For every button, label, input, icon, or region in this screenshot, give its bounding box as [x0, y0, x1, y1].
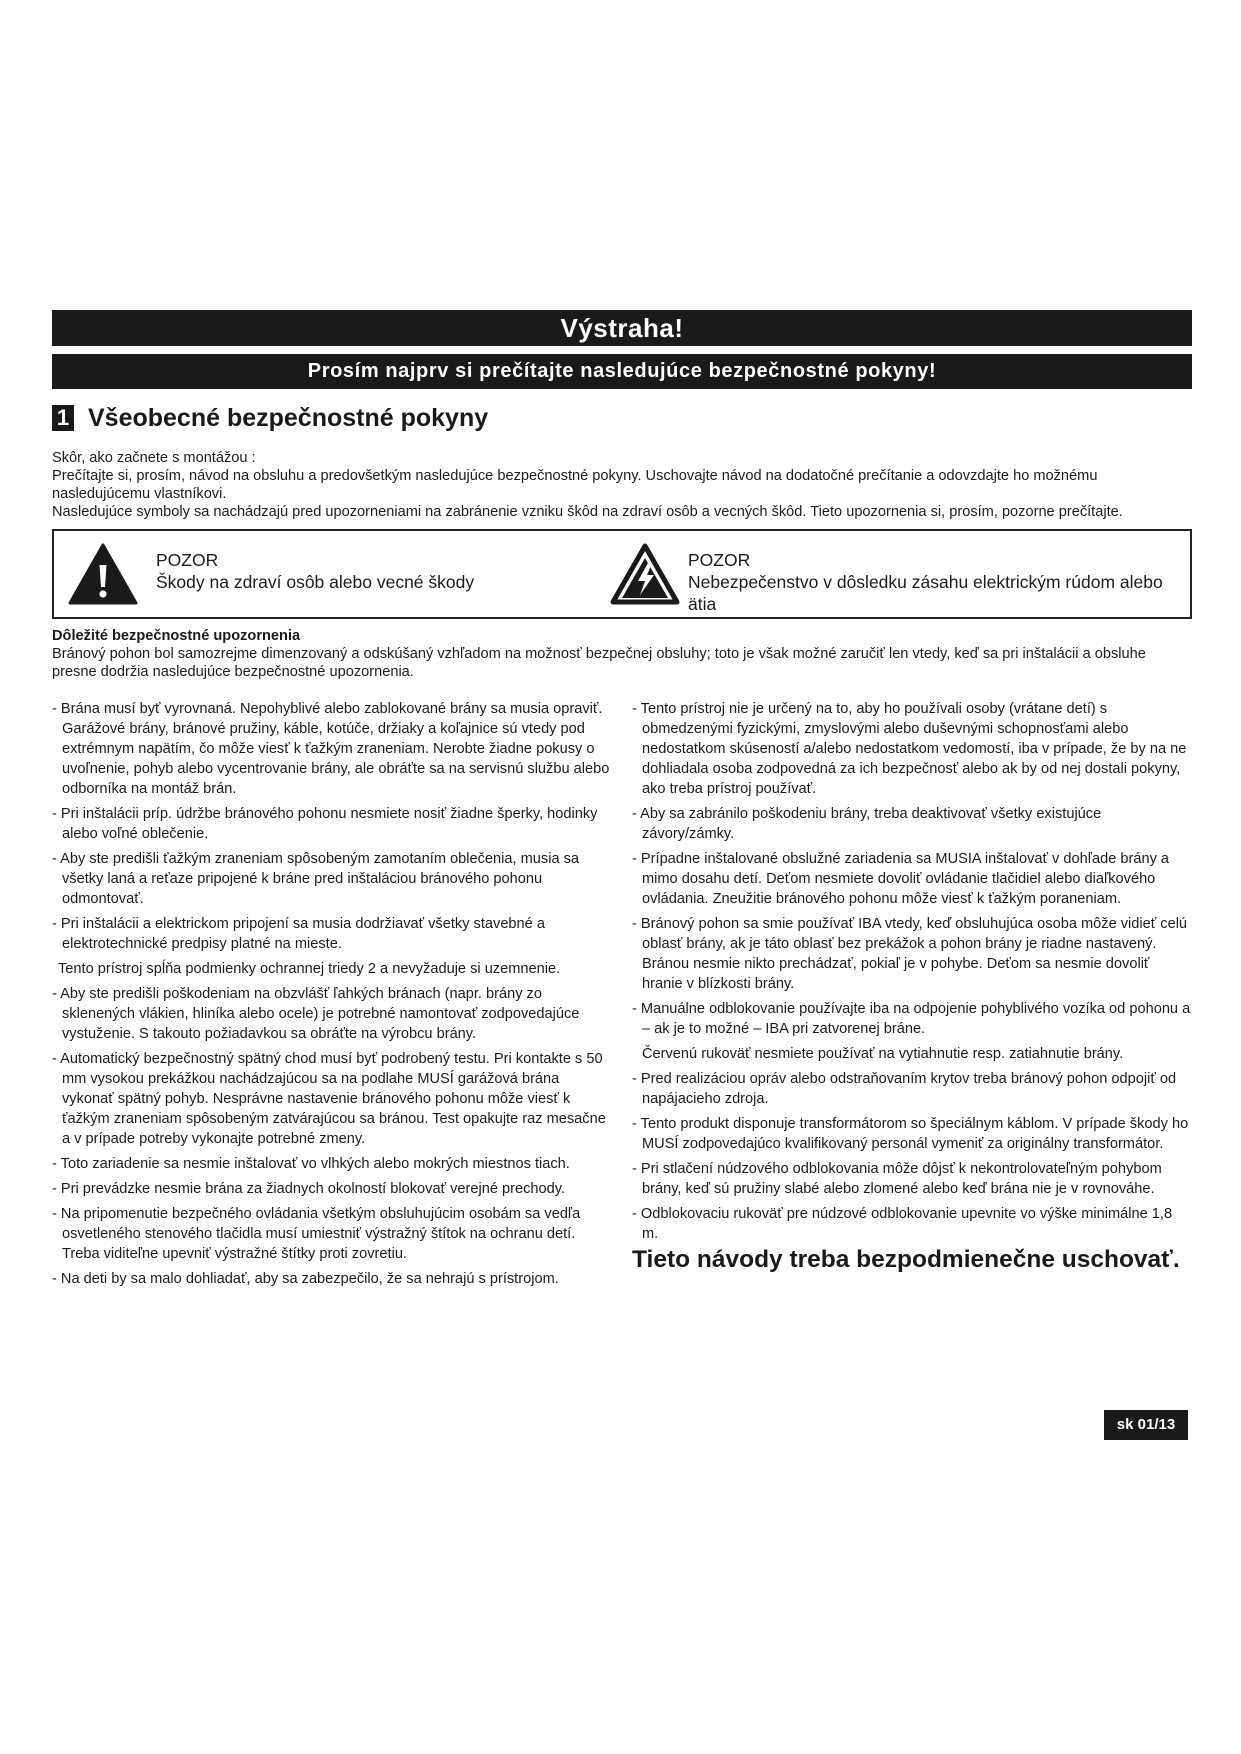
warning-description: Nebezpečenstvo v dôsledku zásahu elektrickým rúdom alebo ätia — [688, 572, 1163, 614]
instruction-item: - Brána musí byť vyrovnaná. Nepohyblivé alebo zablokované brány sa musia opraviť. Garážové brány, bránové pružiny, káble, kotúče, držiaky a koľajnice sú vtedy pod extrémnym napätím, čo môže viesť k ťažkým zraneniam. Nerobte žiadne pokusy o uvoľnenie, pohyb alebo vycentrovanie brány, ale obráťte sa na servisnú službu alebo odborníka na montáž brán. — [52, 701, 610, 797]
instruction-item: - Pri stlačení núdzového odblokovania môže dôjsť k nekontrolovateľným pohybom brány, keď sú pružiny slabé alebo zlomené alebo keď brána nie je v rovnováhe. — [632, 1161, 1162, 1197]
section-heading — [52, 399, 1192, 437]
warning-text-electric — [688, 549, 1170, 615]
instruction-item: - Pri inštalácii a elektrickom pripojení sa musia dodržiavať všetky stavebné a elektrotechnické predpisy platné na mieste. — [52, 916, 545, 952]
warning-item-electric — [610, 531, 1170, 617]
instruction-item: - Pred realizáciou opráv alebo odstraňovaním krytov treba bránový pohon odpojiť od napájacieho zdroja. — [632, 1071, 1177, 1107]
instruction-item: - Manuálne odblokovanie používajte iba na odpojenie pohyblivého vozíka od pohonu a – ak je to možné – IBA pri zatvorenej bráne. — [632, 1001, 1191, 1037]
important-notice-text: Bránový pohon bol samozrejme dimenzovaný a odskúšaný vzhľadom na možnosť bezpečnej obsluhy; toto je však možné zaručiť len vtedy, keď sa pri inštalácii a obsluhe presne dodržia nasledujúce bezpečnostné upozornenia. — [52, 646, 1146, 680]
intro-paragraph-2: Prečítajte si, prosím, návod na obsluhu a predovšetkým nasledujúce bezpečnostné pokyny. Uschovajte návod na dodatočné prečítanie a odovzdajte ho možnému nasledujúcemu vlastníkovi. — [52, 468, 1098, 502]
instruction-item: - Na deti by sa malo dohliadať, aby sa zabezpečilo, že sa nehrajú s prístrojom. — [52, 1271, 559, 1287]
intro-text — [52, 449, 1192, 521]
warning-text-general — [156, 549, 474, 593]
warning-subtitle-bar: Prosím najprv si prečítajte nasledujúce bezpečnostné pokyny! — [52, 354, 1192, 389]
safety-instructions — [52, 699, 1192, 1294]
warning-symbols-box — [52, 529, 1192, 619]
page — [52, 310, 1192, 1294]
instruction-note: Tento prístroj spĺňa podmienky ochrannej triedy 2 a nevyžaduje si uzemnenie. — [58, 961, 561, 977]
important-notice — [52, 627, 1192, 681]
keep-instructions-note: Tieto návody treba bezpodmienečne uschovať. — [632, 1246, 1180, 1273]
instruction-item: - Tento prístroj nie je určený na to, aby ho používali osoby (vrátane detí) s obmedzenými fyzickými, zmyslovými alebo duševnými schopnosťami alebo nedostatkom skúseností a/alebo nedostatkom vedomostí, iba v prípade, že by na ne dohliadala osoba zodpovedná za ich bezpečnosť alebo ak by od nej dostali pokyny, ako treba prístroj používať. — [632, 701, 1187, 797]
instruction-item: - Aby ste predišli ťažkým zraneniam spôsobeným zamotaním oblečenia, musia sa všetky laná a reťaze pripojené k bráne pred inštaláciou bránového pohonu odmontovať. — [52, 851, 580, 907]
instruction-item: - Odblokovaciu rukoväť pre núdzové odblokovanie upevnite vo výške minimálne 1,8 m. — [632, 1206, 1173, 1242]
instruction-item: - Aby ste predišli poškodeniam na obzvlášť ľahkých bránach (napr. brány zo sklenených vlákien, hliníka alebo ocele) je potrebné namontovať zodpovedajúce vystuženie. S takouto požiadavkou sa obráťte na výrobcu brány. — [52, 986, 580, 1042]
intro-paragraph-1: Skôr, ako začnete s montážou : — [52, 450, 256, 466]
warning-title-bar: Výstraha! — [52, 310, 1192, 346]
warning-title: POZOR — [156, 550, 219, 570]
intro-paragraph-3: Nasledujúce symboly sa nachádzajú pred upozorneniami na zabránenie vzniku škôd na zdraví osôb a vecných škôd. Tieto upozornenia si, prosím, pozorne prečítajte. — [52, 504, 1123, 520]
section-title: Všeobecné bezpečnostné pokyny — [88, 403, 489, 432]
warning-description: Škody na zdraví osôb alebo vecné škody — [156, 572, 475, 592]
instruction-item: - Pri inštalácii príp. údržbe bránového pohonu nesmiete nosiť žiadne šperky, hodinky alebo voľné oblečenie. — [52, 806, 598, 842]
instruction-item: - Prípadne inštalované obslužné zariadenia sa MUSIA inštalovať v dohľade brány a mimo dosahu detí. Deťom nesmiete dovoliť ovládanie tlačidiel alebo diaľkového ovládania. Zneužitie bránového pohonu môže viesť k ťažkým poraneniam. — [632, 851, 1170, 907]
exclamation-triangle-icon — [68, 543, 138, 605]
instruction-item: - Bránový pohon sa smie používať IBA vtedy, keď obsluhujúca osoba môže vidieť celú oblasť brány, ak je táto oblasť bez prekážok a pohon brány je riadne nastavený. Bránou nesmie nikto prechádzať, pokiaľ je v pohybe. Deťom sa nesmie dovoliť hranie v blízkosti brány. — [632, 916, 1188, 992]
instruction-item: - Na pripomenutie bezpečného ovládania všetkým obsluhujúcim osobám sa vedľa osvetleného stenového tlačidla musí umiestniť výstražný štítok na ochranu detí. Treba viditeľne upevniť výstražné štítky proti zovretiu. — [52, 1206, 581, 1262]
page-number-label: sk 01/13 — [1104, 1410, 1188, 1440]
warning-title: POZOR — [688, 550, 751, 570]
instruction-item: - Pri prevádzke nesmie brána za žiadnych okolností blokovať verejné prechody. — [52, 1181, 566, 1197]
section-number: 1 — [52, 405, 74, 431]
warning-item-general — [68, 531, 608, 617]
instruction-note: Červenú rukoväť nesmiete používať na vytiahnutie resp. zatiahnutie brány. — [642, 1046, 1124, 1062]
instruction-item: - Automatický bezpečnostný spätný chod musí byť podrobený testu. Pri kontakte s 50 mm vysokou prekážkou nachádzajúcou sa na podlahe MUSÍ garážová brána vykonať spätný pohyb. Nesprávne nastavenie bránového pohonu môže viesť k ťažkým zraneniam spôsobeným zatvárajúcou sa bránou. Test opakujte raz mesačne a v prípade potreby vykonajte potrebné zmeny. — [52, 1051, 606, 1147]
instruction-item: - Tento produkt disponuje transformátorom so špeciálnym káblom. V prípade škody ho MUSÍ zodpovedajúco kvalifikovaný personál vymeniť za originálny transformátor. — [632, 1116, 1189, 1152]
important-notice-title: Dôležité bezpečnostné upozornenia — [52, 628, 301, 644]
instructions-left-column — [52, 699, 626, 1294]
electric-hazard-icon — [610, 543, 680, 605]
instruction-item: - Toto zariadenie sa nesmie inštalovať vo vlhkých alebo mokrých miestnos tiach. — [52, 1156, 570, 1172]
instruction-item: - Aby sa zabránilo poškodeniu brány, treba deaktivovať všetky existujúce závory/zámky. — [632, 806, 1102, 842]
instructions-right-column — [626, 699, 1192, 1294]
